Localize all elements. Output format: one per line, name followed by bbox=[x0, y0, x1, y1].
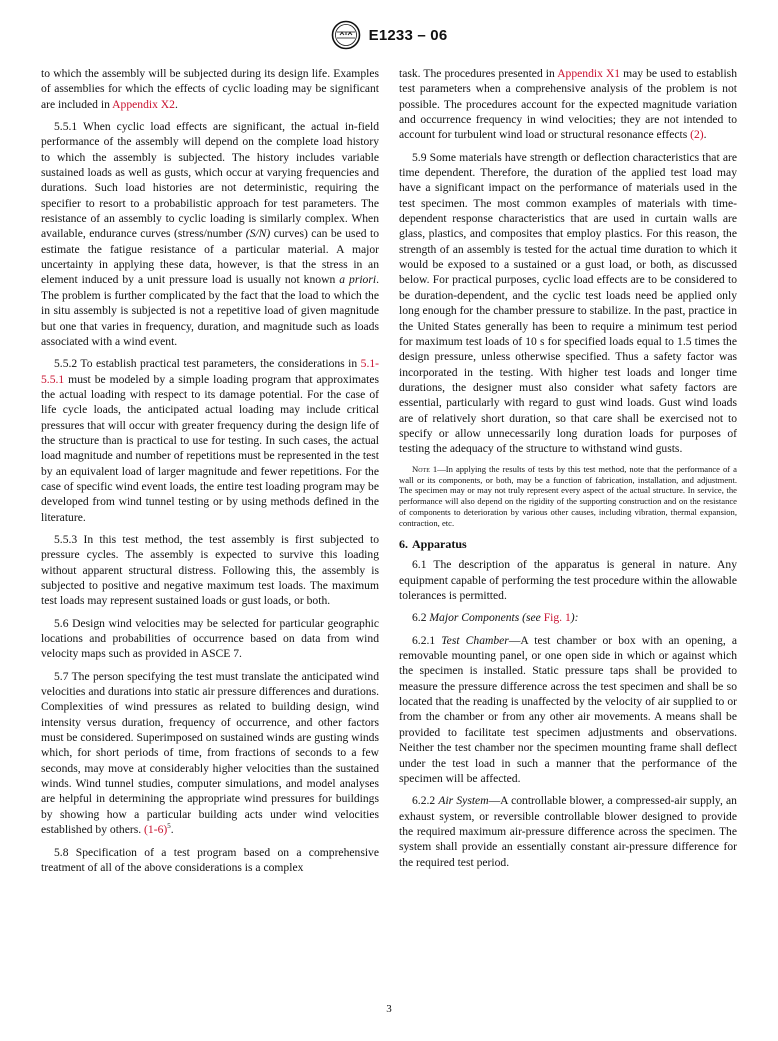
right-column bbox=[399, 66, 737, 877]
paragraph-continued-right: task. The procedures presented in Appendix X1 may be used to establish test parameters when a comprehensive analysis of the problem is not possible. The procedures account for the expected magnitude variation and occurrence frequency in wind velocities; they are not intended to account for turbulent wind load or structural resonance effects (2). bbox=[399, 67, 737, 142]
section-5-1-link[interactable]: 5.1-5.5.1 bbox=[41, 357, 379, 386]
page-header bbox=[0, 18, 778, 52]
astm-logo-icon bbox=[331, 20, 361, 50]
section-heading-apparatus: 6. Apparatus bbox=[399, 537, 467, 552]
paragraph-6-2: 6.2 Major Components (see Fig. 1): bbox=[412, 611, 579, 625]
paragraph-5-5-3: 5.5.3 In this test method, the test assembly is first subjected to pressure cycles. The assembly is expected to survive this loading without apparent structural distress. Following this, the assembly is subjected to positive and negative maximum test loads. The maximum test loads may represent sustained loads or gust loads, or both. bbox=[41, 532, 379, 608]
paragraph-6-2-1: 6.2.1 Test Chamber—A test chamber or box with an opening, a removable mounting panel, or one open side in which or against which the specimen is installed. Static pressure taps shall be provided to measure the pressure difference across the test specimen and shall be so located that the reading is unaffected by the velocity of air supplied to or from the chamber or from any other air movements. A means shall be provided to facilitate test specimen adjustments and observations. Neither the test chamber nor the specimen mounting frame shall deflect under the test load in such a manner that the performance of the specimen will be affected. bbox=[399, 633, 737, 785]
page-number: 3 bbox=[386, 1003, 392, 1015]
paragraph-5-6: 5.6 Design wind velocities may be selected for particular geographic locations and probabilities of occurrence based on data from wind velocity maps such as provided in ASCE 7. bbox=[41, 616, 379, 661]
paragraph-5-7: 5.7 The person specifying the test must translate the anticipated wind velocities and durations into static air pressure differences and durations. Complexities of wind pressures as related to building design, wind intensity versus duration, frequency of occurrence, and other factors must be considered. Superimposed on sustained winds are gusting winds which, for short periods of time, from fractions of seconds to a few seconds, may move at considerably higher velocities than the sustained winds. Wind tunnel studies, computer simulations, and model analyses are helpful in determining the appropriate wind pressures for buildings by showing how a particular building acts under wind velocities established by others. $(1-6)^5$. bbox=[41, 669, 379, 837]
paragraph-5-5-1: 5.5.1 When cyclic load effects are significant, the actual in-field performance of the assembly will depend on the complete load history to which the assembly is subjected. The history includes variable sustained loads as well as gusts, which occur at varying frequencies and durations. Such load histories are not deterministic, requiring the specifier to resort to a probabilistic approach for test parameters. The resistance of an assembly to cyclic loading is similarly complex. When available, endurance curves (stress/number (S/N) curves) can be used to estimate the fatigue resistance of a particular material. A major uncertainty in applying these data, however, is that the stress in an element induced by a unit pressure load is usually not known a priori. The problem is further complicated by the fact that the load to which the in situ assembly is subjected is not a repetitive load of given magnitude but one that varies in frequency, duration, and magnitude such as loads associated with a wind event. bbox=[41, 120, 380, 348]
paragraph-6-2-2: 6.2.2 Air System—A controllable blower, a compressed-air supply, an exhaust system, or reversible controllable blower designed to provide the required maximum air-pressure difference across the specimen. The system shall provide an essentially constant air-pressure difference for the required test period. bbox=[399, 794, 737, 869]
paragraph-6-1: 6.1 The description of the apparatus is general in nature. Any equipment capable of performing the test procedure within the allowable tolerances is permitted. bbox=[399, 558, 737, 603]
reference-2-link[interactable]: (2) bbox=[690, 128, 704, 142]
appendix-x1-link[interactable]: Appendix X1 bbox=[557, 67, 621, 80]
document-id: E1233 – 06 bbox=[368, 26, 448, 44]
note-1: Note 1—In applying the results of tests by this test method, note that the performance of a wall or its components, or both, may be a function of fabrication, installation, and adjustment. The specimen may or may not truly represent every aspect of the actual structure. In service, the performance will also depend on the rigidity of the supporting construction and on the resistance of components to deterioration by various other causes, including vibration, thermal expansion, contraction, etc. bbox=[399, 463, 737, 529]
paragraph-5-9: 5.9 Some materials have strength or deflection characteristics that are time dependent. Therefore, the duration of the applied test load may have a significant impact on the performance of materials used in the test specimen. The most common examples of materials with time-dependent response characteristics that are used in curtain walls are glass, plastics, and composites that employ plastics. For this reason, the strength of an assembly is tested for the actual time duration to which it would be exposed to a sustained or a gust load, or both, as discussed below. For practical purposes, cyclic load effects are to be considered to be duration-dependent, and the cyclic test loads need be applied only long enough for the chamber pressure to stabilize. In the past, practice in the United States generally has been to require a minimum test period for maximum test loads of 10 s for specified loads equal to 1.5 times the design pressure, unless otherwise specified. Thus a safety factor was incorporated in the testing. With higher test loads and longer time durations, the designer must also consider what safety factors are essential, particularly with regard to gust wind loads. Gust wind loads are of relatively short duration, so that care shall be exercised not to specify or allow unnecessarily long duration loads for purposes of testing the adequacy of the structure to withstand wind gusts. bbox=[399, 150, 737, 456]
appendix-x2-link[interactable]: Appendix X2 bbox=[112, 97, 175, 111]
paragraph-5-5-2: 5.5.2 To establish practical test parameters, the considerations in 5.1-5.5.1 must be modeled by a simple loading program that approximates the actual loading with respect to its damage potential. For the case of life cycle loads, the anticipated actual loading may include critical pressures that will occur with greater frequency during the design life of the structure than is practical to use for testing. In such cases, the actual load magnitude and number of repetitions must be represented in the test by an equivalent load of larger magnitude and fewer repetitions. For the case of specific wind event loads, the entire test loading program may be developed from wind tunnel testing or by using methods defined in the literature. bbox=[41, 357, 379, 524]
paragraph-5-8: 5.8 Specification of a test program based on a comprehensive treatment of all of the above considerations is a complex bbox=[41, 845, 379, 874]
note-label: Note 1 bbox=[412, 463, 438, 474]
footnote-marker: 5 bbox=[167, 822, 171, 831]
reference-1-6-link[interactable]: (1-6) bbox=[144, 823, 168, 837]
left-column bbox=[41, 66, 379, 882]
figure-1-link[interactable]: Fig. 1 bbox=[543, 611, 571, 625]
paragraph-continued: to which the assembly will be subjected during its design life. Examples of assemblies for which the effects of cyclic loading may be significant are included in Appendix X2. bbox=[41, 67, 379, 111]
